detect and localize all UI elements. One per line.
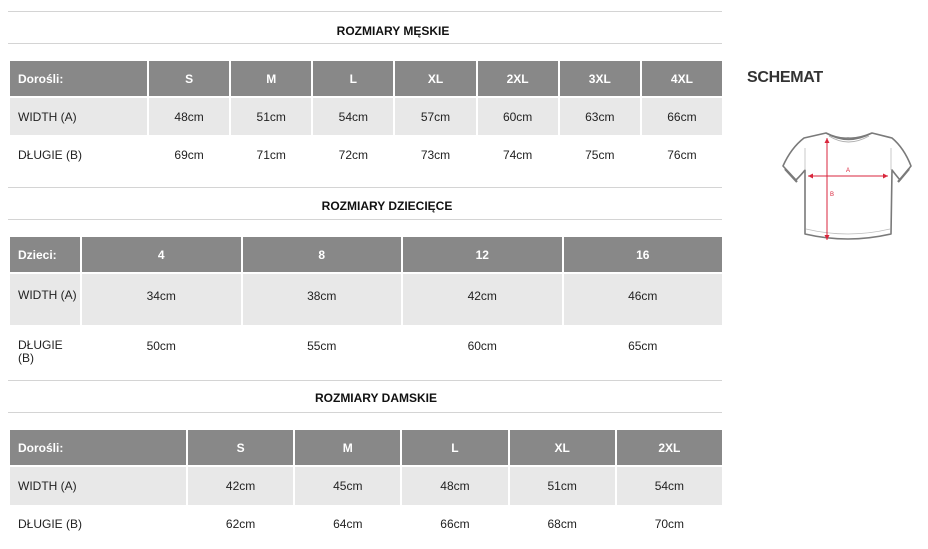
table-cell: 76cm bbox=[667, 147, 697, 162]
table-cell: 57cm bbox=[395, 98, 475, 135]
table-cell: 64cm bbox=[333, 517, 363, 531]
divider bbox=[8, 219, 722, 220]
table-header-row bbox=[10, 430, 722, 467]
table-cell: 75cm bbox=[585, 147, 615, 162]
table-cell: 55cm bbox=[307, 339, 337, 353]
table-cell: 73cm bbox=[420, 147, 451, 162]
tshirt-diagram bbox=[778, 126, 918, 248]
size-header: 2XL bbox=[617, 430, 722, 467]
size-header: S bbox=[149, 61, 229, 98]
table-cell: 51cm bbox=[510, 467, 615, 505]
size-header: 4XL bbox=[642, 61, 722, 98]
table-row bbox=[10, 325, 722, 377]
table-header-row bbox=[10, 237, 722, 274]
size-header: XL bbox=[395, 61, 475, 98]
row-label: DŁUGIE (B) bbox=[18, 338, 63, 365]
table-cell: 54cm bbox=[313, 98, 393, 135]
size-header: 2XL bbox=[478, 61, 558, 98]
header-label: Dorośli: bbox=[10, 61, 147, 98]
schema-title: SCHEMAT bbox=[747, 69, 823, 86]
row-label: WIDTH (A) bbox=[10, 467, 186, 505]
size-header: S bbox=[188, 430, 293, 467]
table-cell: 71cm bbox=[256, 147, 286, 162]
size-header: L bbox=[402, 430, 507, 467]
kids-size-table bbox=[8, 237, 724, 377]
divider bbox=[8, 380, 722, 381]
table-cell: 66cm bbox=[440, 517, 470, 531]
men-section-title: ROZMIARY MĘSKIE bbox=[336, 24, 450, 38]
size-header: M bbox=[295, 430, 400, 467]
size-header: L bbox=[313, 61, 393, 98]
kids-section-title: ROZMIARY DZIECIĘCE bbox=[321, 199, 453, 213]
table-cell: 74cm bbox=[502, 147, 533, 162]
divider bbox=[8, 43, 722, 44]
table-row bbox=[10, 505, 722, 543]
row-label: WIDTH (A) bbox=[10, 98, 147, 135]
row-label: DŁUGIE (B) bbox=[18, 517, 83, 531]
table-cell: 70cm bbox=[654, 517, 685, 531]
size-header: 8 bbox=[243, 237, 402, 274]
table-cell: 62cm bbox=[225, 517, 256, 531]
table-cell: 72cm bbox=[338, 147, 369, 162]
row-label: DŁUGIE (B) bbox=[18, 147, 83, 162]
table-cell: 48cm bbox=[402, 467, 507, 505]
divider bbox=[8, 412, 722, 413]
women-size-table bbox=[8, 430, 724, 543]
men-size-table bbox=[8, 61, 724, 174]
row-label: WIDTH (A) bbox=[10, 274, 80, 325]
table-cell: 60cm bbox=[467, 339, 497, 353]
divider bbox=[8, 187, 722, 188]
size-header: XL bbox=[510, 430, 615, 467]
size-header: 12 bbox=[403, 237, 562, 274]
table-cell: 51cm bbox=[231, 98, 311, 135]
table-cell: 63cm bbox=[560, 98, 640, 135]
tshirt-outline-icon bbox=[783, 133, 911, 239]
table-cell: 69cm bbox=[174, 147, 204, 162]
table-cell: 42cm bbox=[188, 467, 293, 505]
table-cell: 46cm bbox=[564, 274, 723, 325]
table-cell: 42cm bbox=[403, 274, 562, 325]
table-row bbox=[10, 135, 722, 174]
table-row bbox=[10, 274, 722, 325]
divider bbox=[8, 11, 722, 12]
size-header: M bbox=[231, 61, 311, 98]
table-cell: 45cm bbox=[295, 467, 400, 505]
table-cell: 60cm bbox=[478, 98, 558, 135]
table-cell: 50cm bbox=[146, 339, 176, 353]
table-row bbox=[10, 467, 722, 505]
table-cell: 34cm bbox=[82, 274, 241, 325]
size-header: 3XL bbox=[560, 61, 640, 98]
header-label: Dorośli: bbox=[10, 430, 186, 467]
table-cell: 66cm bbox=[642, 98, 722, 135]
table-row bbox=[10, 98, 722, 135]
header-label: Dzieci: bbox=[10, 237, 80, 274]
table-cell: 68cm bbox=[547, 517, 577, 531]
women-section-title: ROZMIARY DAMSKIE bbox=[314, 391, 437, 405]
table-cell: 38cm bbox=[243, 274, 402, 325]
table-header-row bbox=[10, 61, 722, 98]
size-header: 16 bbox=[564, 237, 723, 274]
size-header: 4 bbox=[82, 237, 241, 274]
table-cell: 54cm bbox=[617, 467, 722, 505]
table-cell: 65cm bbox=[628, 339, 658, 353]
label-b: B bbox=[830, 192, 835, 198]
table-cell: 48cm bbox=[149, 98, 229, 135]
label-a: A bbox=[846, 168, 851, 174]
